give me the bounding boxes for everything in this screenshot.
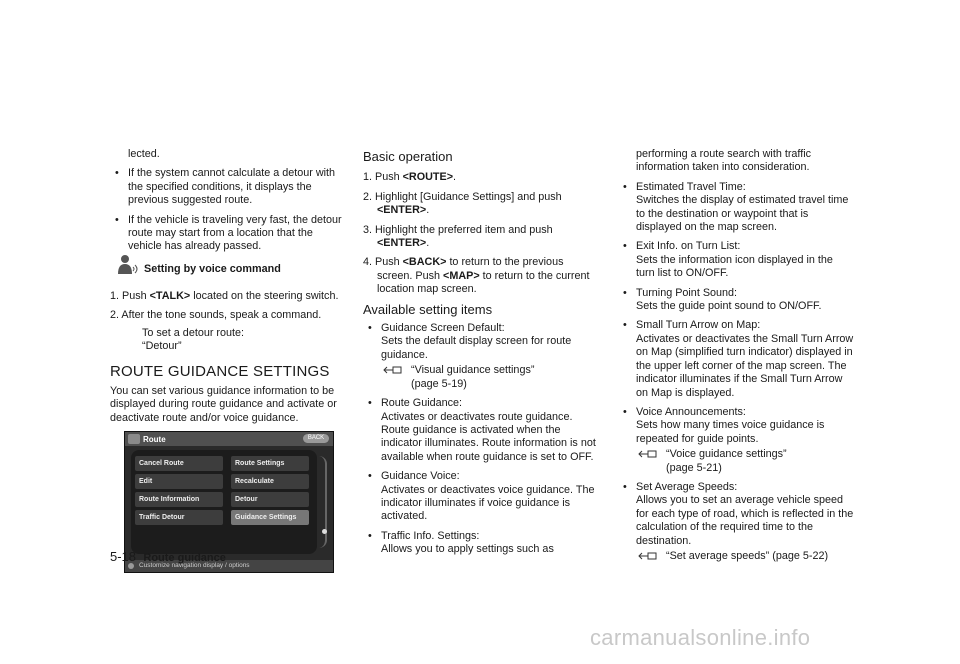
setting-item: • Guidance Voice: Activates or deactivates voice guidance. The indicator illuminates if voice guidance is activated.: [368, 470, 595, 523]
continued-text: lected.: [128, 148, 160, 160]
menu-panel: [131, 450, 317, 554]
scroll-arc: [319, 456, 327, 548]
section-title: ROUTE GUIDANCE SETTINGS: [110, 363, 330, 381]
page-number: 5-18: [110, 549, 137, 564]
setting-item: • Estimated Travel Time: Switches the display of estimated travel time to the destination or waypoint that is displayed on the map screen.: [623, 180, 849, 234]
bullet-item: • If the vehicle is traveling very fast, the detour route may start from a location that the vehicle has already passed.: [115, 213, 342, 253]
setting-item: • Small Turn Arrow on Map: Activates or deactivates the Small Turn Arrow on Map (simplified turn indicator) displayed in the upper left corner of the map screen. The indicator illuminates if the Small Turn Arrow on Map is displayed.: [623, 319, 854, 399]
guidance-settings-button[interactable]: Guidance Settings: [231, 510, 309, 525]
step-item: 1. Push <ROUTE>.: [363, 171, 457, 184]
setting-item: • Route Guidance: Activates or deactivates route guidance. Route guidance is activated when the indicator illuminates. Route information is not available when route guidance is set to OFF.: [368, 397, 596, 463]
voice-command-heading: Setting by voice command: [110, 260, 346, 284]
step-item: 4. Push <BACK> to return to the previous screen. Push <MAP> to return to the current location map screen.: [363, 256, 590, 296]
setting-item: • Guidance Screen Default: Sets the default display screen for route guidance. “Visual guidance settings” (page 5-19): [363, 322, 601, 391]
chapter-title: Route guidance: [143, 552, 226, 564]
edit-button[interactable]: Edit: [135, 474, 223, 489]
step-item: 2. Highlight [Guidance Settings] and push <ENTER>.: [363, 190, 562, 217]
route-information-button[interactable]: Route Information: [135, 492, 223, 507]
back-button[interactable]: BACK: [303, 434, 329, 443]
continued-text: performing a route search with traffic information taken into consideration.: [636, 148, 812, 174]
screen-title-bar: Route BACK: [125, 432, 333, 446]
page-reference: “Set average speeds” (page 5-22): [636, 550, 854, 563]
step-item: 2. After the tone sounds, speak a command.: [110, 309, 322, 322]
available-items-title: Available setting items: [363, 301, 493, 317]
step-item: 3. Highlight the preferred item and push <ENTER>.: [363, 223, 553, 250]
reference-hand-icon: [638, 448, 658, 460]
column-right: [618, 148, 854, 569]
route-settings-button[interactable]: Route Settings: [231, 456, 309, 471]
setting-item: • Turning Point Sound: Sets the guide point sound to ON/OFF.: [623, 286, 822, 313]
voice-command-icon: [116, 254, 138, 276]
route-icon: [128, 434, 140, 444]
column-middle: [363, 148, 601, 563]
setting-item: • Voice Announcements: Sets how many times voice guidance is repeated for guide points. “Voice guidance settings” (page 5-21): [618, 406, 854, 475]
step-item: 1. Push <TALK> located on the steering switch.: [110, 289, 339, 302]
recalculate-button[interactable]: Recalculate: [231, 474, 309, 489]
column-left: [110, 148, 346, 573]
watermark: carmanualsonline.info: [590, 625, 811, 650]
reference-hand-icon: [383, 364, 403, 376]
cancel-route-button[interactable]: Cancel Route: [135, 456, 223, 471]
traffic-detour-button[interactable]: Traffic Detour: [135, 510, 223, 525]
page-reference: “Voice guidance settings” (page 5-21): [636, 448, 854, 475]
basic-operation-title: Basic operation: [363, 149, 453, 164]
screen-status-bar: Customize navigation display / options: [125, 560, 333, 572]
intro-text: You can set various guidance information to be displayed during route guidance and activate or deactivate route and/or voice guidance.: [110, 384, 337, 424]
step-sub: “Detour”: [142, 340, 182, 353]
setting-item: • Set Average Speeds: Allows you to set an average vehicle speed for each type of road, which is reflected in the calculation of the required time to the destination. “Set average speeds” (page 5-22): [623, 480, 854, 562]
detour-button[interactable]: Detour: [231, 492, 309, 507]
reference-hand-icon: [638, 550, 658, 562]
page-footer: [110, 549, 226, 564]
page-reference: “Visual guidance settings” (page 5-19): [381, 364, 601, 391]
step-sub: To set a detour route:: [142, 326, 245, 339]
setting-item: • Exit Info. on Turn List: Sets the information icon displayed in the turn list to ON/OFF.: [623, 240, 833, 280]
bullet-item: • If the system cannot calculate a detour with the specified conditions, it displays the previous suggested route.: [115, 167, 336, 207]
setting-item: • Traffic Info. Settings: Allows you to apply settings such as: [368, 529, 554, 556]
